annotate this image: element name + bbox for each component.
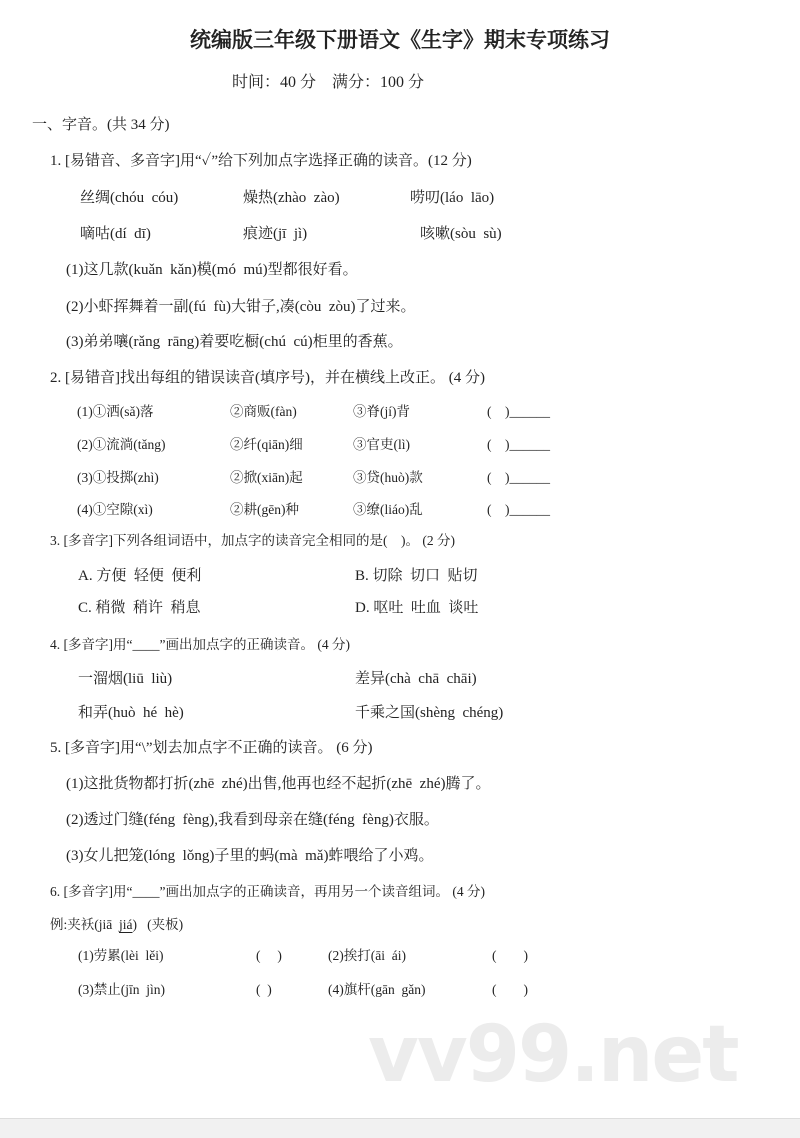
example-prefix: 例:夹袄(jiā	[50, 917, 119, 932]
exam-meta: 时间：40 分 满分：100 分	[232, 74, 425, 91]
q2-item: ②掀(xiān)起	[230, 470, 303, 485]
sentence-item: (1)这批货物都打折(zhē zhé)出售,他再也经不起折(zhē zhé)腾了。	[66, 776, 491, 792]
question-2-heading: 2. [易错音]找出每组的错误读音(填序号)，并在横线上改正。 (4 分)	[50, 370, 485, 386]
answer-blank[interactable]: ( )______	[487, 404, 550, 419]
word-item: 燥热(zhào zào)	[243, 190, 340, 206]
option-row	[78, 598, 492, 618]
word-item: 一溜烟(liū liù)	[78, 671, 173, 687]
q2-item: ②商贩(fàn)	[230, 404, 297, 419]
q2-row	[77, 402, 564, 422]
example-line	[50, 915, 183, 935]
q6-item: (4)旗杆(gān gǎn)	[328, 982, 426, 997]
answer-blank[interactable]: ( )	[256, 982, 272, 997]
watermark: vv99.net	[368, 1010, 738, 1100]
option-b: B. 切除 切口 贴切	[355, 568, 478, 584]
word-row	[80, 188, 508, 208]
answer-blank[interactable]: ( )______	[487, 470, 550, 485]
page-footer-bar	[0, 1118, 800, 1138]
question-6-heading: 6. [多音字]用“____”画出加点字的正确读音，再用另一个读音组词。 (4 分)	[50, 884, 485, 899]
word-row	[80, 224, 516, 244]
q2-item: ③官吏(lì)	[353, 437, 410, 452]
word-item: 痕迹(jī jì)	[243, 226, 308, 242]
question-3-heading: 3. [多音字]下列各组词语中，加点字的读音完全相同的是( )。 (2 分)	[50, 533, 455, 548]
option-c: C. 稍微 稍许 稍息	[78, 600, 201, 616]
answer-blank[interactable]: ( )	[492, 982, 528, 997]
word-item: 咳嗽(sòu sù)	[420, 226, 502, 242]
answer-blank[interactable]: ( )______	[487, 437, 550, 452]
word-item: 千乘之国(shèng chéng)	[355, 705, 504, 721]
word-row	[78, 669, 491, 689]
page-title: 统编版三年级下册语文《生字》期末专项练习	[190, 28, 610, 52]
sentence-item: (2)透过门缝(féng fèng),我看到母亲在缝(féng fèng)衣服。	[66, 812, 439, 828]
sentence-item: (3)女儿把笼(lóng lǒng)子里的蚂(mà mǎ)蚱喂给了小鸡。	[66, 848, 434, 864]
q2-row	[77, 468, 564, 488]
q6-row	[78, 946, 542, 966]
word-item: 丝绸(chóu cóu)	[80, 190, 179, 206]
q2-item: (1)①洒(sǎ)落	[77, 404, 154, 419]
q6-item: (1)劳累(lèi lěi)	[78, 948, 164, 963]
q2-item: ③脊(jí)背	[353, 404, 410, 419]
sentence-item: (1)这几款(kuǎn kǎn)模(mó mú)型都很好看。	[66, 262, 358, 278]
word-item: 唠叨(láo lāo)	[410, 190, 495, 206]
word-item: 嘀咕(dí dī)	[80, 226, 151, 242]
answer-blank[interactable]: ( )	[256, 948, 282, 963]
question-1-heading: 1. [易错音、多音字]用“✓”给下列加点字选择正确的读音。(12 分)	[50, 153, 472, 169]
q6-item: (3)禁止(jīn jìn)	[78, 982, 165, 997]
q2-item: ②纤(qiān)细	[230, 437, 303, 452]
question-5-heading: 5. [多音字]用“\”划去加点字不正确的读音。 (6 分)	[50, 740, 373, 756]
option-a: A. 方便 轻便 便利	[78, 568, 202, 584]
q2-item: ②耕(gēn)种	[230, 502, 299, 517]
answer-blank[interactable]: ( )	[492, 948, 528, 963]
q2-item: ③贷(huò)款	[353, 470, 423, 485]
q6-row	[78, 980, 542, 1000]
q2-item: (4)①空隙(xì)	[77, 502, 153, 517]
sentence-item: (2)小虾挥舞着一副(fú fù)大钳子,凑(còu zòu)了过来。	[66, 299, 416, 315]
answer-blank[interactable]: ( )______	[487, 502, 550, 517]
section-heading: 一、字音。(共 34 分)	[32, 117, 170, 133]
sentence-item: (3)弟弟嚷(rǎng rāng)着要吃橱(chú cú)柜里的香蕉。	[66, 334, 403, 350]
option-row	[78, 566, 492, 586]
q6-item: (2)挨打(āi ái)	[328, 948, 406, 963]
word-item: 差异(chà chā chāi)	[355, 671, 477, 687]
q2-item: ③缭(liáo)乱	[353, 502, 423, 517]
word-item: 和弄(huò hé hè)	[78, 705, 184, 721]
q2-row	[77, 435, 564, 455]
q2-row	[77, 500, 564, 520]
option-d: D. 呕吐 吐血 谈吐	[355, 600, 479, 616]
q2-item: (2)①流淌(tǎng)	[77, 437, 166, 452]
example-answer: jiá	[119, 917, 133, 932]
question-4-heading: 4. [多音字]用“____”画出加点字的正确读音。 (4 分)	[50, 637, 350, 652]
q2-item: (3)①投掷(zhì)	[77, 470, 159, 485]
example-suffix: ) (夹板)	[132, 917, 184, 932]
word-row	[78, 703, 517, 723]
